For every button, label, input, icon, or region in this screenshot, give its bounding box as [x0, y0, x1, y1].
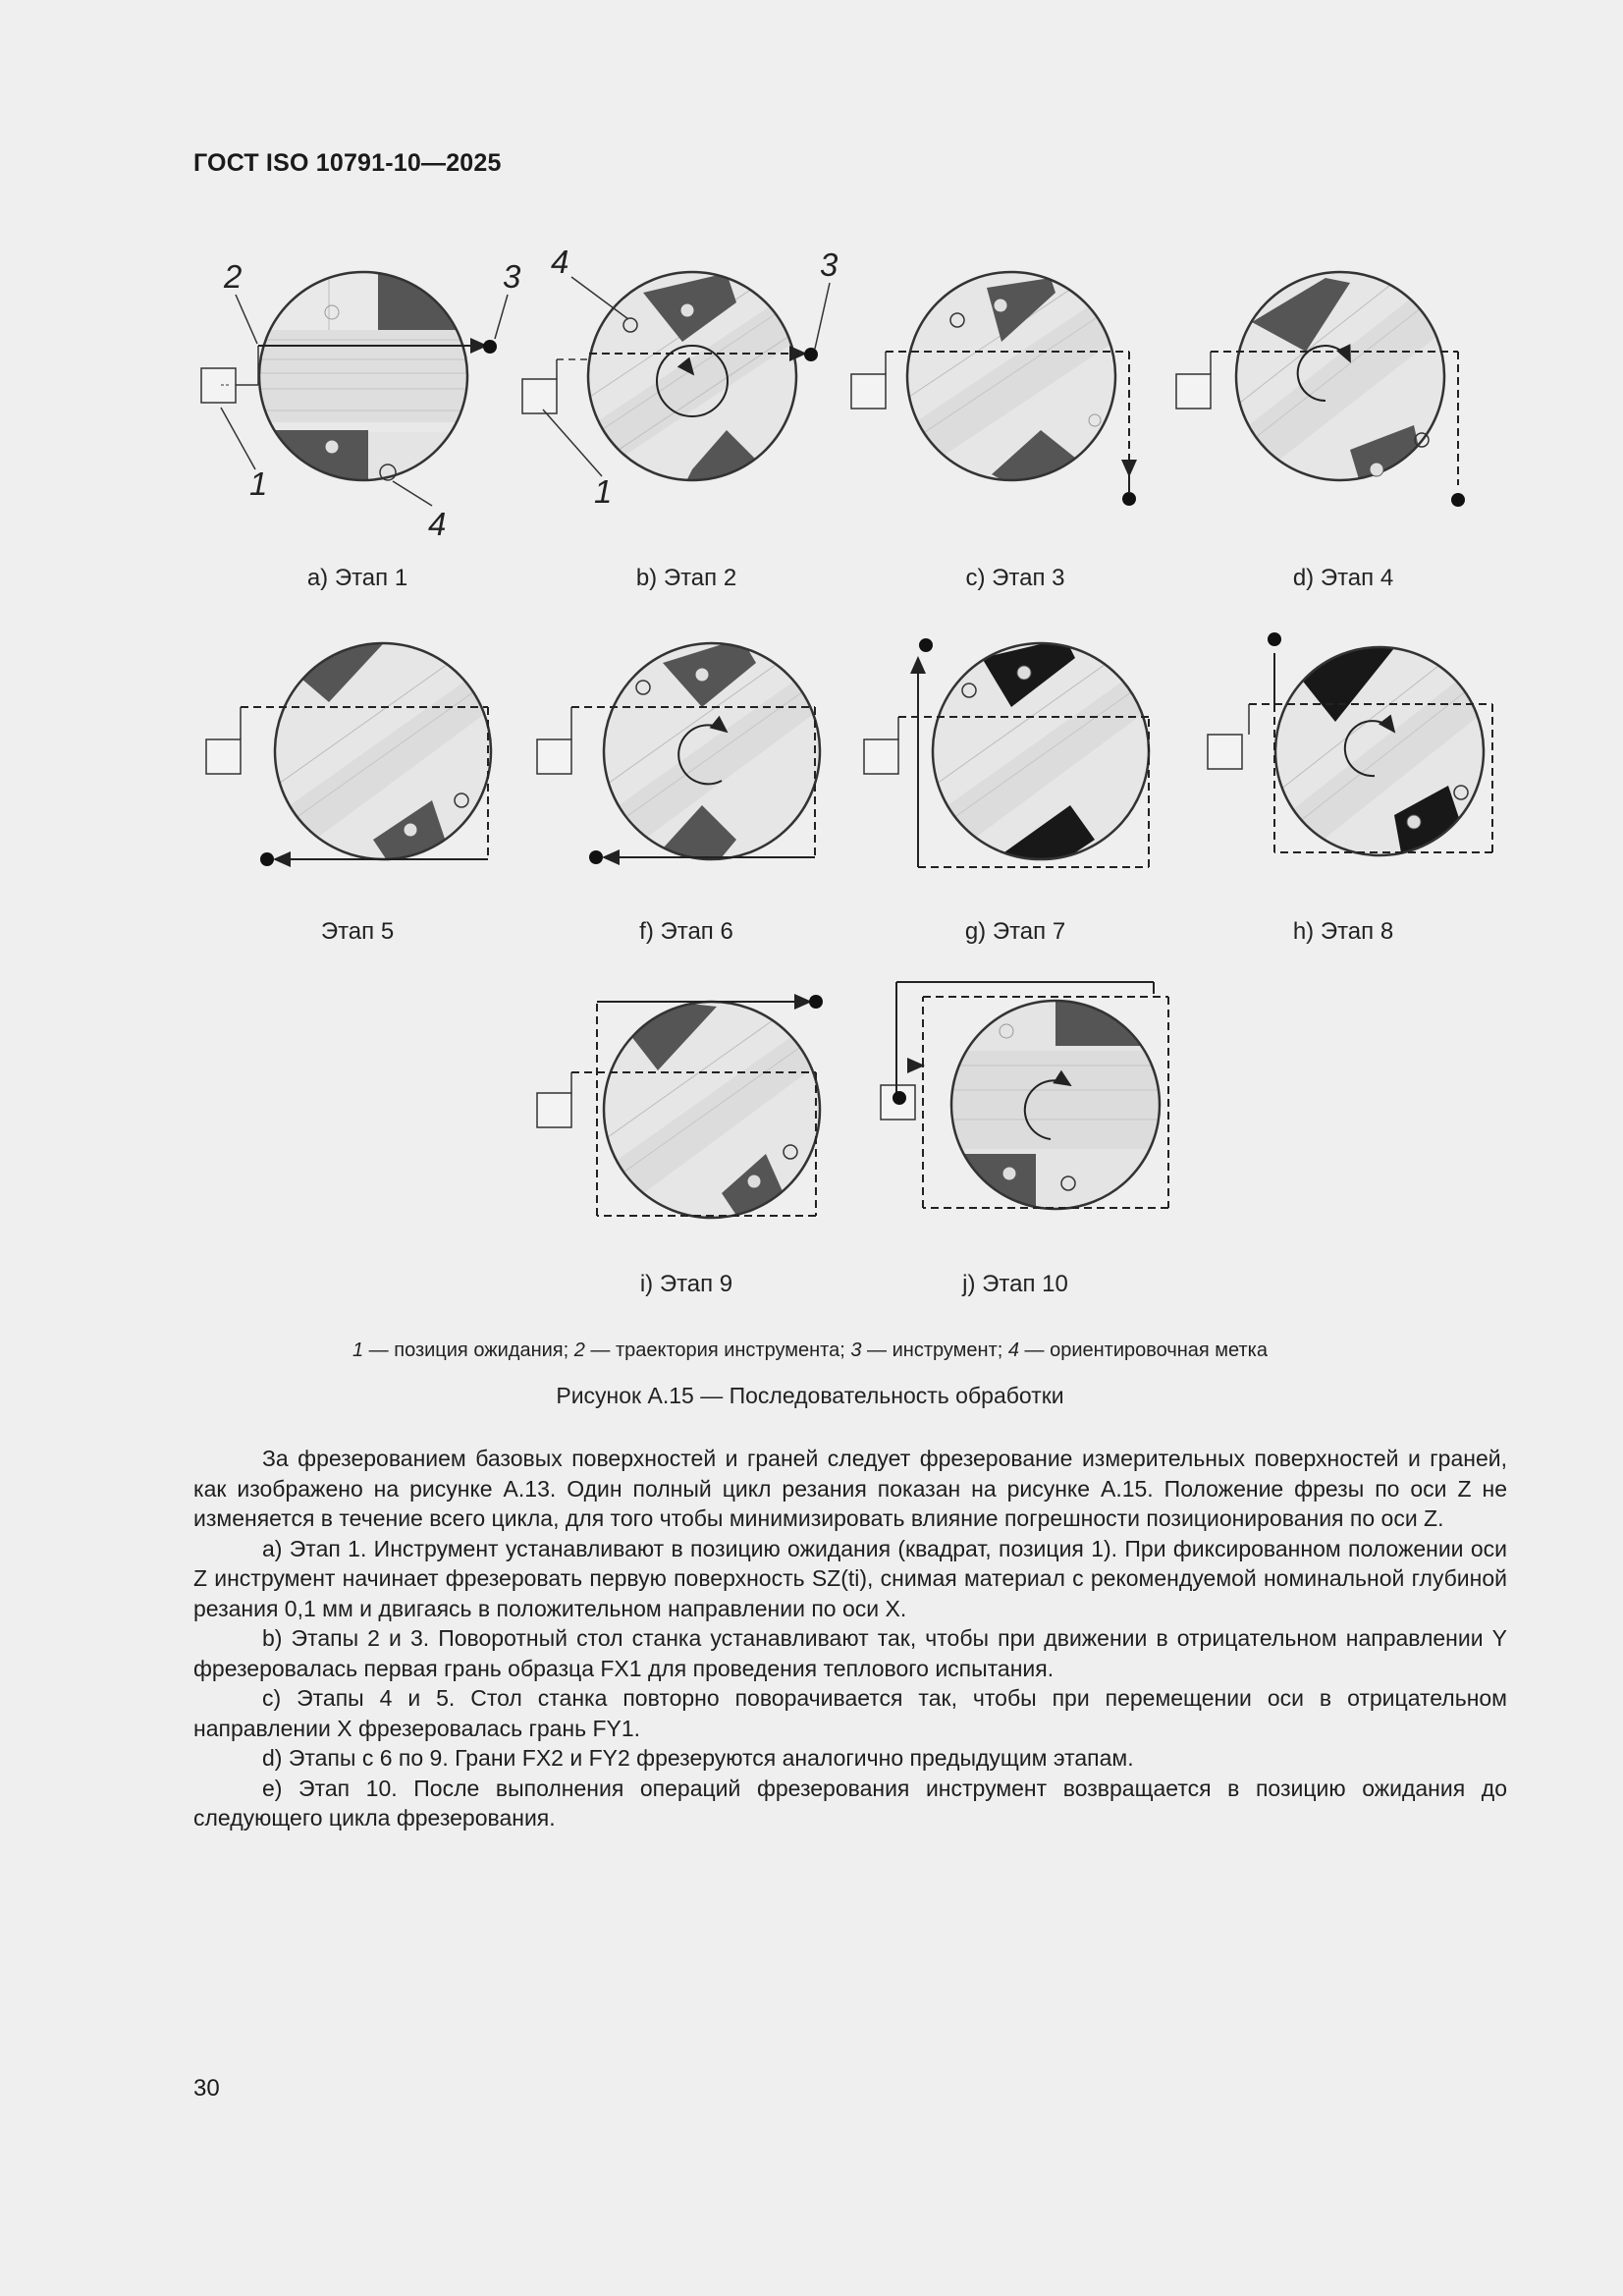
body-text: [193, 1444, 1507, 1833]
caption-stage-7: g) Этап 7: [964, 918, 1066, 945]
callout-1-stage2: 1: [594, 473, 613, 510]
caption-stage-10: j) Этап 10: [962, 1271, 1068, 1297]
stage-5-diagram: [196, 633, 511, 879]
figure-legend: [147, 1339, 1473, 1362]
callout-1-stage1: 1: [249, 465, 268, 502]
caption-stage-5: Этап 5: [320, 918, 395, 945]
legend-text-3: — инструмент;: [861, 1339, 1008, 1361]
caption-stage-8: h) Этап 8: [1292, 918, 1394, 945]
stage-8-diagram: [1198, 633, 1512, 879]
legend-text-2: — траектория инструмента;: [584, 1339, 851, 1361]
stage-9-diagram: [525, 987, 839, 1232]
caption-stage-6: f) Этап 6: [639, 918, 733, 945]
callout-2-stage1: 2: [224, 258, 243, 295]
paragraph-stages-4-5: с) Этапы 4 и 5. Стол станка повторно поворачивается так, чтобы при перемещении оси в отрицательном направлении X фрезеровалась грань FY1.: [193, 1685, 1507, 1741]
caption-stage-3: с) Этап 3: [965, 565, 1065, 591]
callout-3-stage2: 3: [820, 246, 839, 283]
stage-6-diagram: [525, 633, 839, 879]
legend-text-4: — ориентировочная метка: [1018, 1339, 1268, 1361]
paragraph-stages-2-3: b) Этапы 2 и 3. Поворотный стол станка устанавливают так, чтобы при движении в отрицательном направлении Y фрезеровалась первая грань образца FX1 для проведения теплового испытания.: [193, 1625, 1507, 1681]
caption-stage-1: а) Этап 1: [306, 565, 408, 591]
paragraph-stage-1: а) Этап 1. Инструмент устанавливают в позицию ожидания (квадрат, позиция 1). При фиксированном положении оси Z инструмент начинает фрезеровать первую поверхность SZ(ti), снимая материал с рекомендуемой номинальной глубиной резания 0,1 мм и двигаясь в положительном направлении по оси X.: [193, 1535, 1507, 1621]
figure-title: Рисунок А.15 — Последовательность обработки: [556, 1383, 1064, 1408]
page-number: 30: [193, 2075, 220, 2102]
legend-key-1: 1: [352, 1339, 364, 1361]
callout-4-stage2: 4: [551, 244, 569, 280]
legend-key-2: 2: [573, 1339, 585, 1361]
callout-leaders: [0, 0, 1623, 589]
caption-stage-9: i) Этап 9: [639, 1271, 733, 1297]
paragraph-intro: За фрезерованием базовых поверхностей и граней следует фрезерование измерительных поверхностей и граней, как изображено на рисунке А.13. Один полный цикл резания показан на рисунке А.15. Положение фрезы по оси Z не изменяется в течение всего цикла, для того чтобы минимизировать влияние погрешности позиционирования по оси Z.: [193, 1446, 1507, 1531]
stage-10-diagram: [869, 972, 1183, 1218]
legend-text-1: — позиция ожидания;: [363, 1339, 574, 1361]
paragraph-stage-10: е) Этап 10. После выполнения операций фрезерования инструмент возвращается в позицию ожидания до следующего цикла фрезерования.: [193, 1775, 1507, 1831]
legend-key-3: 3: [850, 1339, 862, 1361]
caption-stage-2: b) Этап 2: [635, 565, 737, 591]
callout-4-stage1: 4: [428, 506, 447, 542]
caption-stage-4: d) Этап 4: [1292, 565, 1394, 591]
stage-7-diagram: [854, 633, 1168, 879]
paragraph-stages-6-9: d) Этапы с 6 по 9. Грани FX2 и FY2 фрезеруются аналогично предыдущим этапам.: [262, 1745, 1134, 1771]
legend-key-4: 4: [1007, 1339, 1019, 1361]
document-header: ГОСТ ISO 10791-10—2025: [193, 149, 502, 177]
callout-3-stage1: 3: [503, 258, 521, 295]
